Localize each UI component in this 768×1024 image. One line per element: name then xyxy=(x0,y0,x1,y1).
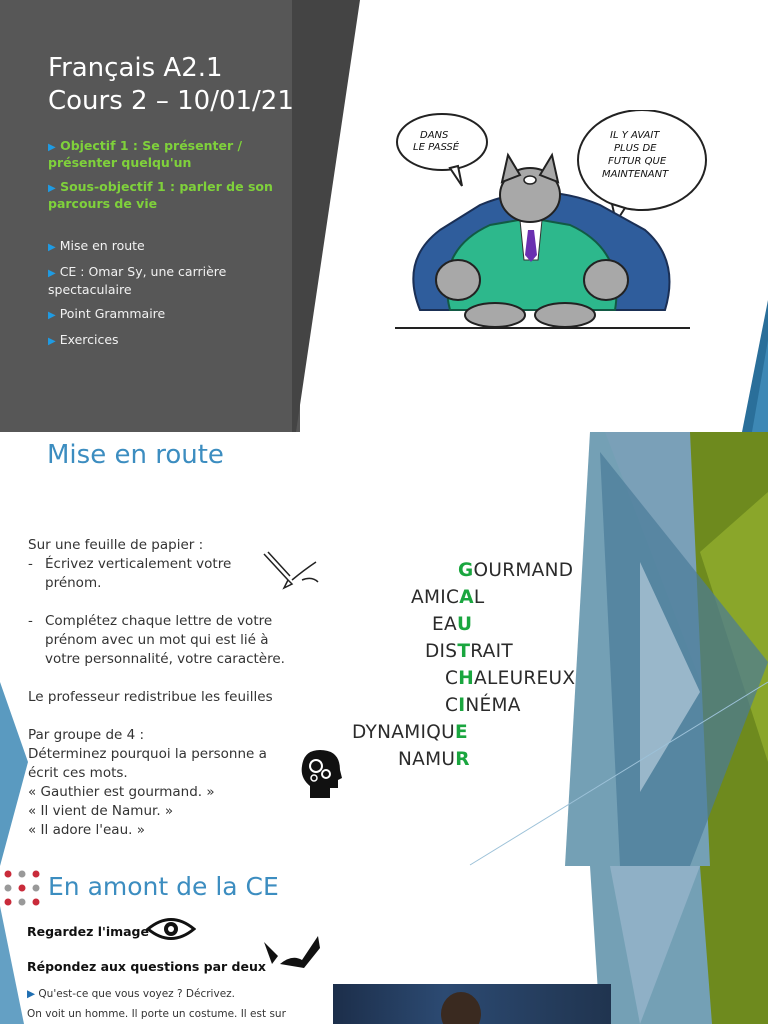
question-text: Qu'est-ce que vous voyez ? Décrivez. xyxy=(38,988,235,1000)
agenda-label: CE : Omar Sy, une carrière xyxy=(59,264,227,279)
acrostic-word: EAU xyxy=(432,614,473,635)
answer-instruction: Répondez aux questions par deux xyxy=(27,959,266,974)
step-line: Complétez chaque lettre de votre xyxy=(45,613,273,629)
example-sentence: « Il vient de Namur. » xyxy=(28,803,174,819)
bubble-right-text: PLUS DE xyxy=(614,143,657,154)
agenda-label: Mise en route xyxy=(59,238,145,253)
step-line: Écrivez verticalement votre xyxy=(45,556,232,572)
bullet-triangle-icon: ▶ xyxy=(27,988,36,1000)
agenda-label: Point Grammaire xyxy=(59,306,166,321)
bullet-triangle-icon: ▶ xyxy=(48,268,56,279)
acrostic-word: CINÉMA xyxy=(445,695,521,716)
instruction-intro: Sur une feuille de papier : xyxy=(28,537,204,553)
agenda-item xyxy=(48,332,288,350)
dotted-grid-icon xyxy=(2,868,42,908)
acrostic-word: NAMUR xyxy=(398,749,470,770)
acrostic-key-letter: H xyxy=(458,668,475,689)
bullet-triangle-icon: ▶ xyxy=(48,336,56,347)
agenda-label: Exercices xyxy=(59,332,119,347)
acrostic-key-letter: I xyxy=(458,695,466,716)
objective-line: parcours de vie xyxy=(48,196,158,211)
pen-writing-icon xyxy=(262,934,322,974)
group-text: Par groupe de 4 : xyxy=(28,727,145,743)
objective-item xyxy=(48,179,288,211)
step-line: prénom avec un mot qui est lié à xyxy=(45,632,269,648)
bullet-triangle-icon: ▶ xyxy=(48,183,56,194)
acrostic-key-letter: G xyxy=(458,560,474,581)
answer-text: On voit un homme. Il porte un costume. Il est sur xyxy=(27,1008,286,1020)
objective-item xyxy=(48,138,288,170)
example-sentence: « Il adore l'eau. » xyxy=(28,822,145,838)
bullet-triangle-icon: ▶ xyxy=(48,310,56,321)
slide-2 xyxy=(0,432,768,866)
step-line: prénom. xyxy=(45,575,102,591)
acrostic-key-letter: U xyxy=(456,614,473,635)
acrostic-key-letter: T xyxy=(457,641,471,662)
slide-1 xyxy=(0,0,768,432)
acrostic-key-letter: A xyxy=(459,587,474,608)
example-sentence: « Gauthier est gourmand. » xyxy=(28,784,215,800)
step-line: votre personnalité, votre caractère. xyxy=(45,651,285,667)
bullet-triangle-icon: ▶ xyxy=(48,242,56,253)
acrostic-word: CHALEUREUX xyxy=(445,668,576,689)
bubble-right-text: FUTUR QUE xyxy=(608,156,667,167)
acrostic-word: DYNAMIQUE xyxy=(352,722,468,743)
redistribute-text: Le professeur redistribue les feuilles xyxy=(28,689,273,705)
objective-line: Sous-objectif 1 : parler de son xyxy=(60,179,273,194)
course-name: Français A2.1 xyxy=(48,53,223,83)
agenda-item xyxy=(48,264,288,298)
acrostic-word: DISTRAIT xyxy=(425,641,513,662)
dash-bullet: - xyxy=(28,556,33,572)
eye-icon xyxy=(146,914,196,944)
objective-line: présenter quelqu'un xyxy=(48,155,192,170)
look-instruction: Regardez l'image xyxy=(27,924,149,939)
agenda-label-cont: spectaculaire xyxy=(48,282,132,297)
writing-hand-icon xyxy=(262,550,322,590)
course-session: Cours 2 – 10/01/21 xyxy=(48,86,294,116)
bubble-right-text: MAINTENANT xyxy=(602,169,669,180)
agenda-list xyxy=(48,238,288,358)
photo-content xyxy=(333,984,611,1024)
dash-bullet: - xyxy=(28,613,33,629)
acrostic-word: GOURMAND xyxy=(458,560,574,581)
agenda-item xyxy=(48,306,288,324)
agenda-item xyxy=(48,238,288,256)
determine-text: Déterminez pourquoi la personne a xyxy=(28,746,267,762)
course-title xyxy=(48,52,294,118)
photo-man-in-suit xyxy=(333,984,611,1024)
cartoon-cat-illustration xyxy=(380,110,710,340)
bubble-left-text-2: LE PASSÉ xyxy=(413,142,460,153)
acrostic-key-letter: E xyxy=(454,722,468,743)
bullet-triangle-icon: ▶ xyxy=(48,142,56,153)
bubble-left-text-1: DANS xyxy=(420,130,449,141)
question-item xyxy=(27,988,235,1000)
slide-title: En amont de la CE xyxy=(48,872,279,901)
slide-title: Mise en route xyxy=(47,440,224,470)
head-gears-icon xyxy=(298,748,344,800)
determine-text: écrit ces mots. xyxy=(28,765,128,781)
bubble-right-text: IL Y AVAIT xyxy=(610,130,660,141)
acrostic-word: AMICAL xyxy=(411,587,485,608)
objective-line: Objectif 1 : Se présenter / xyxy=(60,138,243,153)
acrostic-key-letter: R xyxy=(455,749,470,770)
objectives-list xyxy=(48,138,288,220)
slide-3 xyxy=(0,866,768,1024)
instruction-step xyxy=(28,612,328,669)
